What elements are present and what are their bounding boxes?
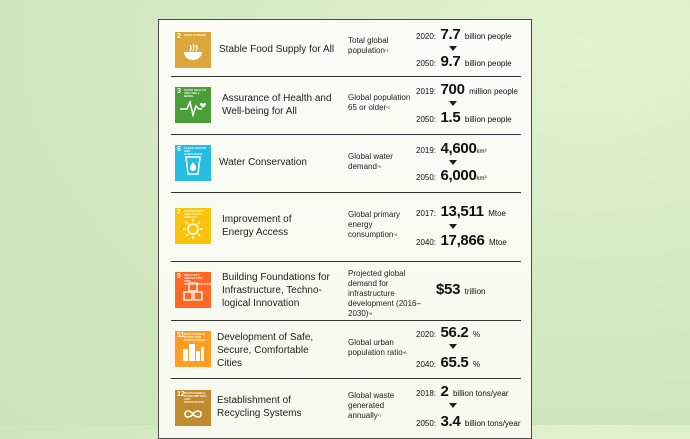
value-single: $53 trillion xyxy=(436,281,486,298)
metric-label: Global urban population ratio$^{*6}$ xyxy=(348,338,407,357)
metric-label: Global population 65 or older$^{*2}$ xyxy=(348,93,411,112)
responsible-consumption-icon: 12 RESPONSIBLE CONSUMPTION AND PRODUCTION xyxy=(175,390,211,426)
down-arrow-icon xyxy=(449,403,457,408)
sun-icon xyxy=(175,208,211,244)
row-food xyxy=(171,20,521,77)
goal-label: Building Foundations for Infrastructure, Techno-logical Innovation xyxy=(222,272,330,309)
sustainable-cities-icon: 11 SUSTAINABLE CITIES AND COMMUNITIES xyxy=(175,331,211,367)
row-infrastructure xyxy=(171,261,521,321)
value-end: 2050: 6,000km³ xyxy=(416,167,487,184)
metric-label: Global primary energy consumption$^{*4}$ xyxy=(348,210,401,239)
value-start: 2019: 4,600km³ xyxy=(416,140,487,157)
value-start: 2018: 2 billion tons/year xyxy=(416,383,509,400)
metric-label: Global water demand$^{*3}$ xyxy=(348,152,393,171)
clean-water-icon: 6 CLEAN WATER AND SANITATION xyxy=(175,145,211,181)
infinity-icon xyxy=(175,390,211,426)
down-arrow-icon xyxy=(449,46,457,51)
down-arrow-icon xyxy=(449,344,457,349)
metric-label: Total global population$^{*1}$ xyxy=(348,36,389,55)
value-end: 2050: 9.7 billion people xyxy=(416,53,512,70)
row-health xyxy=(171,76,521,135)
value-start: 2020: 7.7 billion people xyxy=(416,26,512,43)
zero-hunger-icon: 2 ZERO HUNGER xyxy=(175,32,211,68)
value-end: 2040: 17,866 Mtoe xyxy=(416,232,507,249)
metric-label: Projected global demand for infrastructure development (2016–2030)$^{*5}$ xyxy=(348,269,421,318)
row-energy xyxy=(171,192,521,262)
clean-energy-icon: 7 AFFORDABLE AND CLEAN ENERGY xyxy=(175,208,211,244)
goal-label: Development of Safe, Secure, Comfortable Cities xyxy=(217,332,314,369)
value-start: 2017: 13,511 Mtoe xyxy=(416,203,506,220)
cubes-icon xyxy=(175,272,211,308)
row-recycling xyxy=(171,378,521,439)
good-health-icon: 3 GOOD HEALTH AND WELL-BEING xyxy=(175,87,211,123)
industry-innovation-icon: 9 INDUSTRY, INNOVATION AND INFRASTRUCTURE xyxy=(175,272,211,308)
goal-label: Water Conservation xyxy=(219,157,307,168)
goal-label: Assurance of Health and Well-being for All xyxy=(222,93,332,117)
goal-label: Establishment of Recycling Systems xyxy=(217,395,302,419)
row-water xyxy=(171,134,521,193)
water-glass-icon xyxy=(175,145,211,181)
goal-label: Stable Food Supply for All xyxy=(219,44,335,55)
heartbeat-icon xyxy=(175,87,211,123)
metric-label: Global waste generated annually$^{*7}$ xyxy=(348,391,395,420)
city-buildings-icon xyxy=(175,331,211,367)
value-end: 2050: 3.4 billion tons/year xyxy=(416,413,521,430)
value-start: 2020: 56.2 % xyxy=(416,324,481,341)
value-end: 2050: 1.5 billion people xyxy=(416,109,512,126)
value-end: 2040: 65.5 % xyxy=(416,354,481,371)
sdg-infographic-panel xyxy=(158,19,532,439)
goal-label: Improvement of Energy Access xyxy=(222,214,292,238)
row-cities xyxy=(171,320,521,379)
value-start: 2019: 700 million people xyxy=(416,81,518,98)
down-arrow-icon xyxy=(449,224,457,229)
bowl-icon xyxy=(175,32,211,68)
down-arrow-icon xyxy=(449,160,457,165)
down-arrow-icon xyxy=(449,101,457,106)
